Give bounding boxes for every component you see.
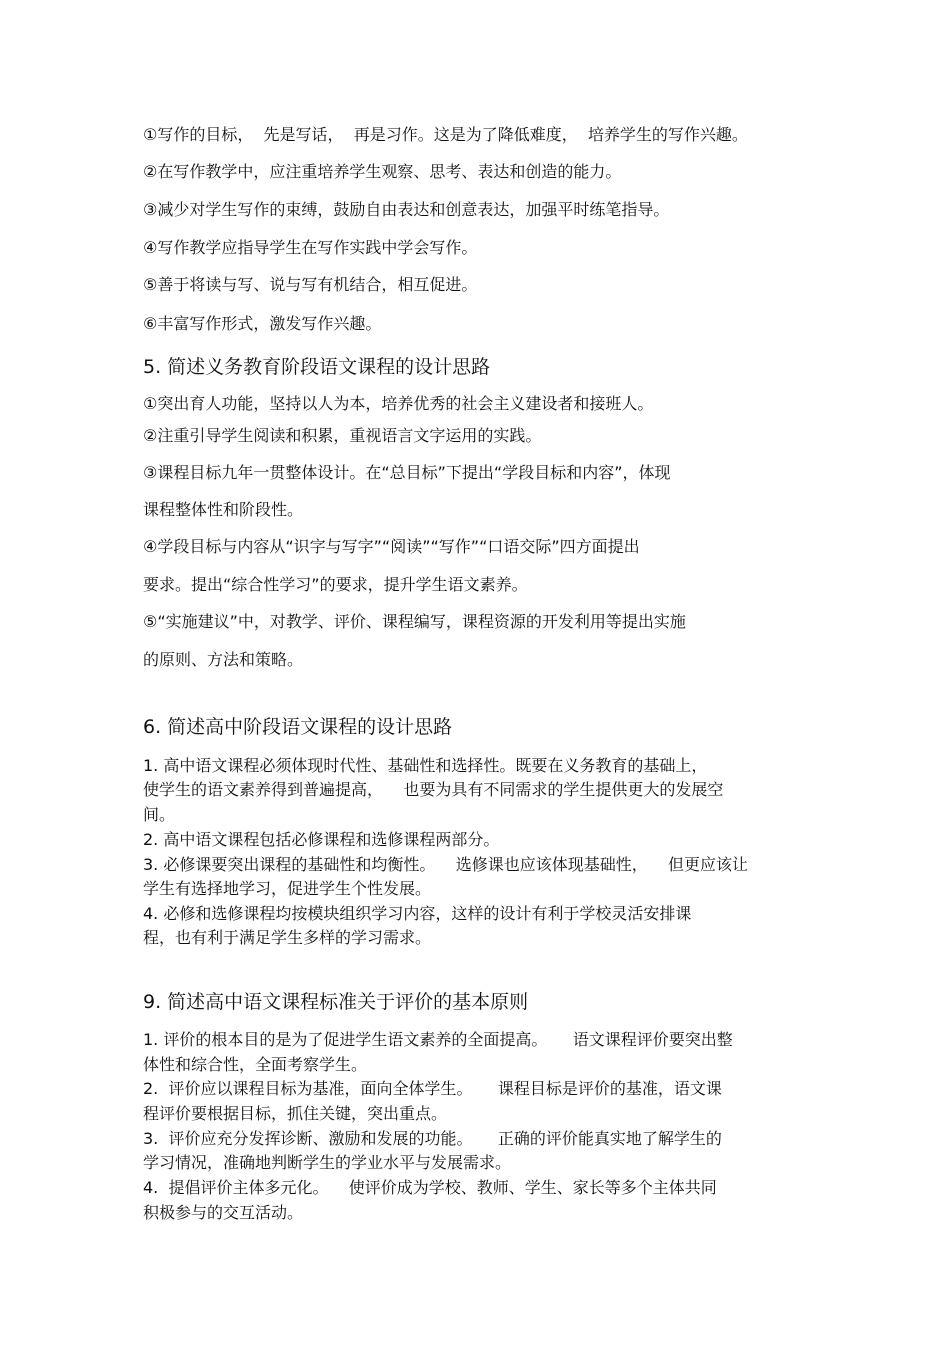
section-9-line: 3. 评价应充分发挥诊断、激励和发展的功能。 正确的评价能真实地了解学生的 [143, 1129, 722, 1148]
section-9-line: 4. 提倡评价主体多元化。 使评价成为学校、教师、学生、家长等多个主体共同 [143, 1178, 717, 1197]
section-9-line: 积极参与的交互活动。 [143, 1203, 304, 1222]
section-9-heading: 9. 简述高中语文课程标准关于评价的基本原则 [143, 991, 529, 1013]
section-9-line: 学习情况，准确地判断学生的学业水平与发展需求。 [143, 1153, 512, 1172]
section-5-line: 课程整体性和阶段性。 [143, 500, 304, 519]
section-6-line: 学生有选择地学习，促进学生个性发展。 [143, 879, 432, 898]
section-6-line: 程，也有利于满足学生多样的学习需求。 [143, 928, 432, 947]
writing-item-3: ③减少对学生写作的束缚，鼓励自由表达和创意表达，加强平时练笔指导。 [143, 200, 670, 219]
section-9-line: 程评价要根据目标，抓住关键，突出重点。 [143, 1104, 448, 1123]
writing-item-6: ⑥丰富写作形式，激发写作兴趣。 [143, 314, 382, 333]
writing-item-5: ⑤善于将读与写、说与写有机结合，相互促进。 [143, 275, 478, 294]
section-5-line: ④学段目标与内容从“识字与写字”“阅读”“写作”“口语交际”四方面提出 [143, 537, 640, 556]
writing-item-2: ②在写作教学中，应注重培养学生观察、思考、表达和创造的能力。 [143, 162, 622, 181]
section-9-line: 1. 评价的根本目的是为了促进学生语文素养的全面提高。 语文课程评价要突出整 [143, 1030, 733, 1049]
section-6-line: 3. 必修课要突出课程的基础性和均衡性。 选修课也应该体现基础性， 但更应该让 [143, 855, 749, 874]
section-9-line: 2. 评价应以课程目标为基准，面向全体学生。 课程目标是评价的基准，语文课 [143, 1079, 722, 1098]
writing-item-4: ④写作教学应指导学生在写作实践中学会写作。 [143, 238, 478, 257]
section-5-line: 要求。提出“综合性学习”的要求，提升学生语文素养。 [143, 575, 528, 594]
section-6-line: 1. 高中语文课程必须体现时代性、基础性和选择性。既要在义务教育的基础上， [143, 756, 708, 775]
section-5-line: ③课程目标九年一贯整体设计。在“总目标”下提出“学段目标和内容”，体现 [143, 463, 671, 482]
section-5-line: ①突出育人功能，坚持以人为本，培养优秀的社会主义建设者和接班人。 [143, 394, 654, 413]
section-6-heading: 6. 简述高中阶段语文课程的设计思路 [143, 716, 453, 738]
section-5-line: 的原则、方法和策略。 [143, 650, 304, 669]
section-5-line: ⑤“实施建议”中，对教学、评价、课程编写，课程资源的开发利用等提出实施 [143, 612, 686, 631]
section-6-line: 4. 必修和选修课程均按模块组织学习内容，这样的设计有利于学校灵活安排课 [143, 904, 692, 923]
section-5-line: ②注重引导学生阅读和积累，重视语言文字运用的实践。 [143, 426, 542, 445]
writing-item-1: ①写作的目标， 先是写话， 再是习作。这是为了降低难度， 培养学生的写作兴趣。 [143, 125, 748, 144]
section-5-heading: 5. 简述义务教育阶段语文课程的设计思路 [143, 356, 491, 378]
section-9-line: 体性和综合性，全面考察学生。 [143, 1055, 368, 1074]
section-6-line: 2. 高中语文课程包括必修课程和选修课程两部分。 [143, 830, 500, 849]
section-6-line: 使学生的语文素养得到普遍提高， 也要为具有不同需求的学生提供更大的发展空 [143, 780, 724, 799]
section-6-line: 间。 [143, 805, 176, 824]
